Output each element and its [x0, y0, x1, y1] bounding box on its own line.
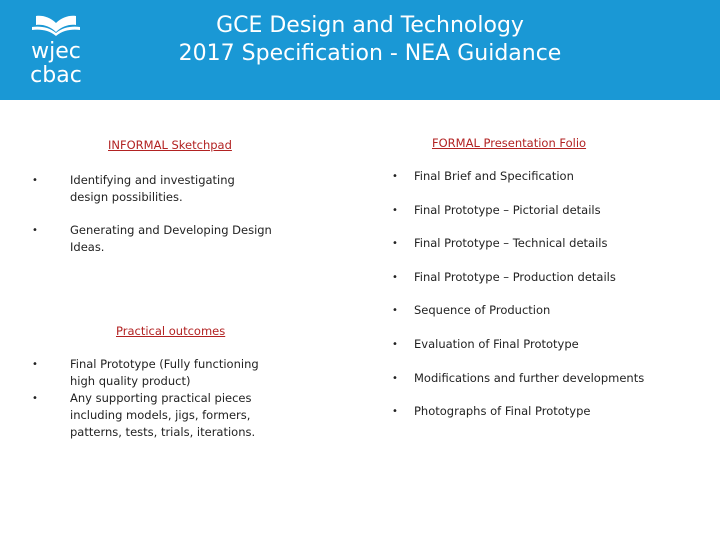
- list-item-text: Final Prototype (Fully functioning high quality product): [70, 357, 259, 388]
- page-title: [150, 12, 590, 68]
- bullet: •: [392, 338, 398, 350]
- list-item-text: Any supporting practical pieces including models, jigs, formers, patterns, tests, trials, iterations.: [70, 391, 256, 439]
- logo-text-wjec: wjec: [31, 39, 81, 64]
- bullet: •: [32, 225, 38, 236]
- bullet: •: [392, 238, 398, 250]
- logo-text-cbac: cbac: [30, 63, 82, 88]
- list-item-text: Modifications and further developments: [414, 370, 645, 385]
- practical-heading: Practical outcomes: [116, 324, 226, 338]
- bullet: •: [32, 393, 38, 404]
- bullet: •: [392, 271, 398, 283]
- bullet: •: [32, 175, 38, 186]
- title-line-1: GCE Design and Technology: [216, 13, 524, 38]
- bullet: •: [392, 171, 398, 182]
- header-banner: [0, 0, 720, 100]
- bullet: •: [392, 305, 398, 317]
- list-item-text: Generating and Developing Design Ideas.: [70, 223, 272, 254]
- list-item: [32, 222, 272, 256]
- list-item: [392, 168, 692, 202]
- list-item-text: Final Brief and Specification: [414, 169, 574, 183]
- list-item: [32, 356, 272, 390]
- list-item: [392, 302, 692, 336]
- list-item-text: Photographs of Final Prototype: [414, 404, 591, 419]
- list-item: [32, 172, 272, 206]
- list-item: [392, 235, 692, 269]
- formal-heading: FORMAL Presentation Folio: [432, 136, 587, 150]
- list-item: [392, 336, 692, 370]
- informal-heading: INFORMAL Sketchpad: [108, 138, 232, 152]
- bullet: •: [392, 204, 398, 216]
- list-item: [392, 202, 692, 236]
- list-item-text: Identifying and investigating design possibilities.: [70, 173, 235, 204]
- wjec-cbac-logo: [16, 12, 96, 88]
- list-item: [392, 403, 692, 437]
- list-item-text: Final Prototype – Technical details: [414, 236, 608, 251]
- informal-list: [32, 172, 272, 256]
- title-line-2: 2017 Specification - NEA Guidance: [178, 41, 562, 66]
- list-item: [392, 370, 692, 404]
- bullet: •: [392, 372, 398, 384]
- list-item-text: Sequence of Production: [414, 303, 551, 318]
- book-icon: [32, 16, 80, 36]
- list-item-text: Evaluation of Final Prototype: [414, 336, 579, 351]
- bullet: •: [32, 359, 38, 370]
- list-item: [392, 269, 692, 303]
- formal-list: [392, 168, 692, 437]
- practical-list: [32, 356, 272, 441]
- list-item-text: Final Prototype – Production details: [414, 269, 616, 284]
- bullet: •: [392, 406, 398, 418]
- list-item: [32, 390, 272, 441]
- list-item-text: Final Prototype – Pictorial details: [414, 202, 601, 217]
